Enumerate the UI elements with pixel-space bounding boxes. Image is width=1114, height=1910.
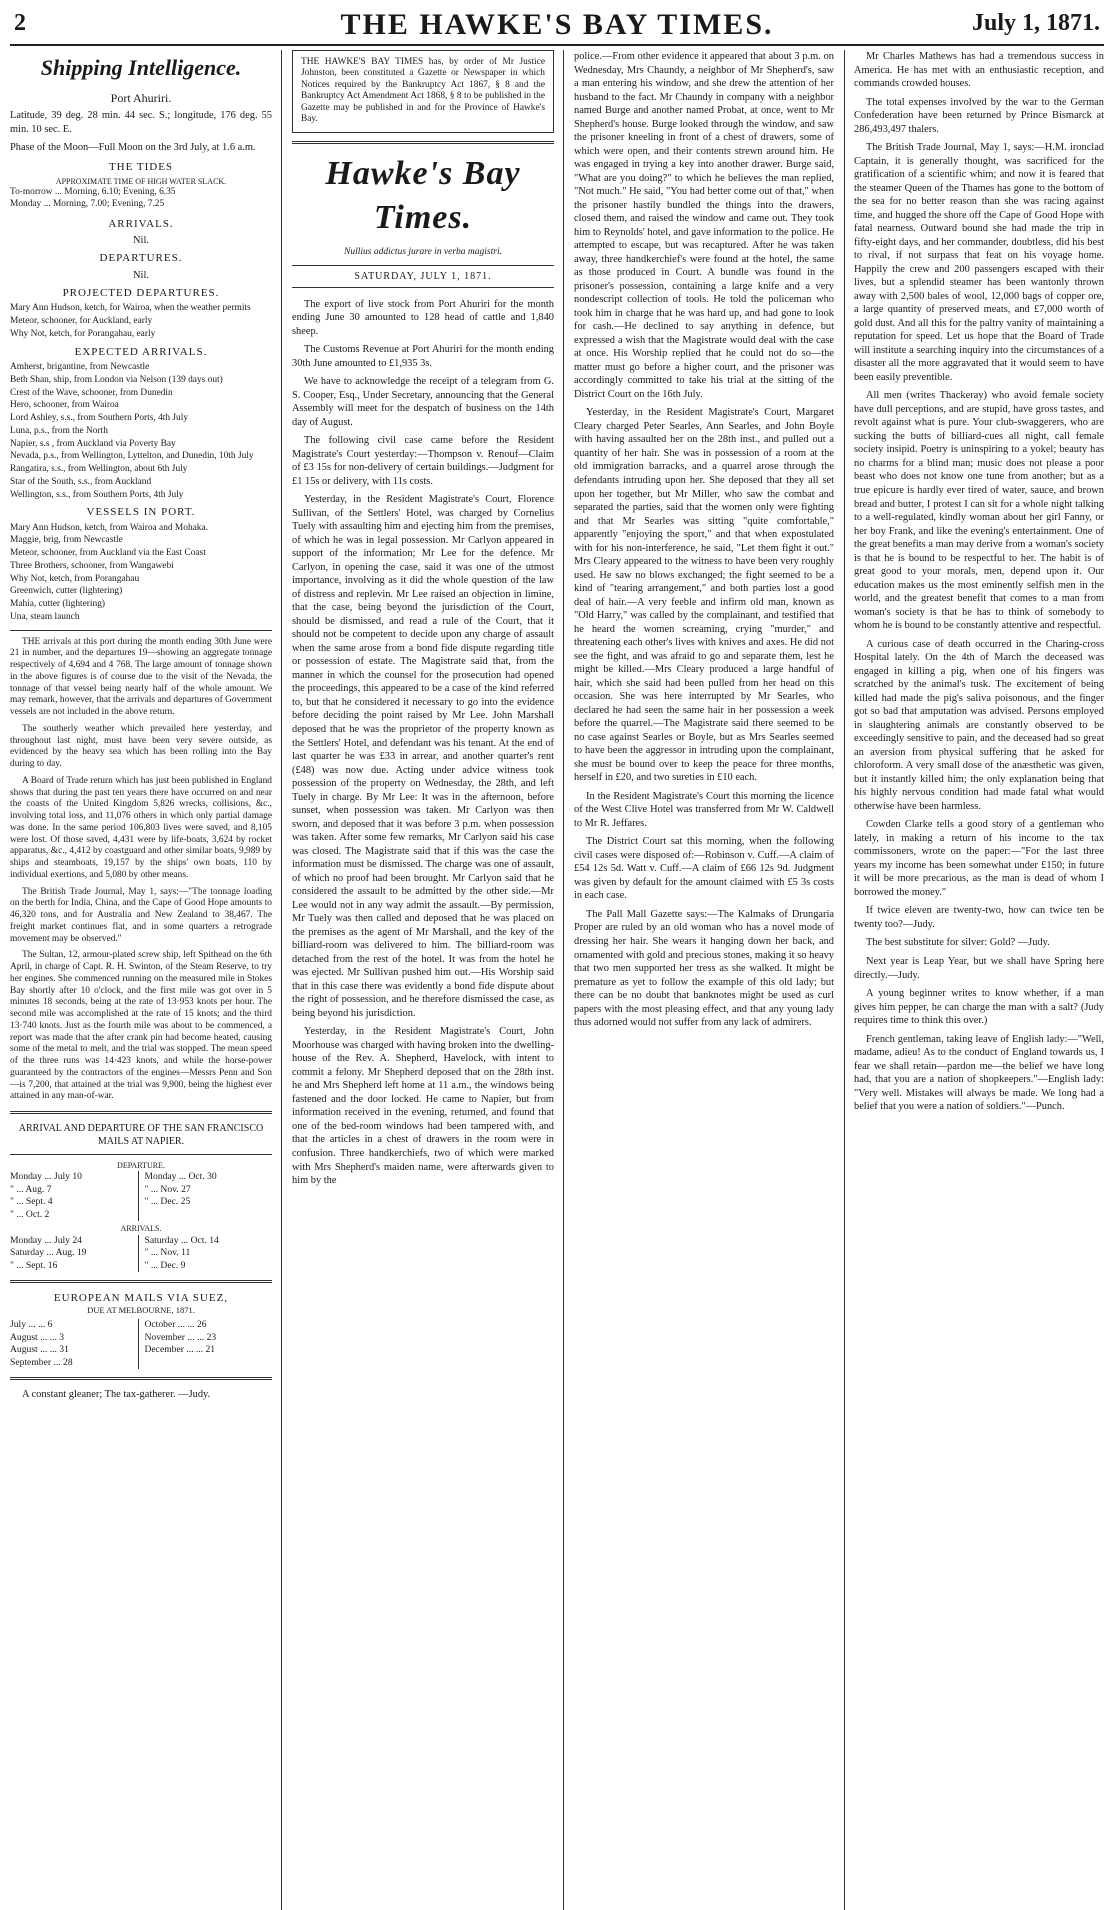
list-item: Luna, p.s., from the North	[10, 425, 108, 436]
column-rule	[563, 50, 564, 1910]
in-port-heading: VESSELS IN PORT.	[86, 506, 196, 519]
port-name: Port Ahuriri.	[110, 90, 172, 105]
masthead	[10, 8, 1104, 46]
suez-subheading: DUE AT MELBOURNE, 1871.	[87, 1305, 195, 1316]
column-4	[854, 50, 1104, 1910]
gazette-notice	[292, 50, 554, 133]
page-number: 2	[14, 10, 26, 36]
table-cell: " ... Sept. 4	[10, 1196, 139, 1208]
paragraph: The Customs Revenue at Port Ahuriri for the month ending 30th June amounted to £1,935 3s.	[292, 344, 554, 369]
paragraph: The total expenses involved by the war to the German Confederation have been returned by Prince Bismarck at 286,493,497 thalers.	[854, 96, 1104, 135]
table-cell: September ... 28	[10, 1357, 139, 1369]
projected-list	[10, 303, 272, 340]
paragraph: All men (writes Thackeray) who avoid female society have dull perceptions, and are stupid, have gross tastes, and revolt against what is pure. Your club-swaggerers, who are sucking the butts of billiard-cues all night, call female society insipid. Poetry is uninspiring to a yokel; beauty has no charms for a blind man; music does not please a poor beast who does not know one tune from another; but as a true epicure is hardly ever tired of water, sauce, and brown bread and butter, I protest I can sit for a whole night talking to a well-regulated, kindly woman about her girl Fanny, or her boy Frank, and like the evening's entertainment. One of the great benefits a man may derive from a woman's society is that he is bound to be respectful to her. The habit is of great good to your morals, men, depend upon it. Our education makes us the most eminently selfish men in the world, and the greatest benefit that comes to a man from woman's society is that he has to think of somebody to whom he is bound to be constantly attentive and respectful.	[854, 390, 1104, 632]
notice-text: THE HAWKE'S BAY TIMES has, by order of Mr Justice Johnston, been constituted a Gazette or Newspaper in which Notices required by the Bankruptcy Act 1867, § 8 and the Bankruptcy Act Amendment Act 1868, § 8 to be published in the Gazette may be published in and for the Province of Hawke's Bay.	[301, 57, 545, 125]
paper-title: THE HAWKE'S BAY TIMES.	[340, 8, 774, 41]
paragraph: Yesterday, in the Resident Magistrate's Court, John Moorhouse was charged with having broken into the dwelling-house of the Rev. A. Shepherd, Havelock, with intent to commit a felony. Mr Shepherd deposed that on the 28th inst. he and Mrs Shepherd left home at 11 a.m., the windows being fastened and the door locked. He came to Napier, but from information received in the evening, returned, and found that one of the bed-room windows had been tampered with, and that the articles in a chest of drawers in the room were in confusion. Three handkerchiefs, two of which were marked with Mrs Shepherd's maiden name, were afterwards given to him by the	[292, 1026, 554, 1187]
in-port-list	[10, 523, 272, 624]
paragraph: The British Trade Journal, May 1, says:—H.M. ironclad Captain, it is generally thought, was sacrificed for the gratification of a scientific whim; and now it is feared that the steamer Queen of the Thames has gone to the bottom of the sea for no better reason than she was racing against time, and hugged the shore off the Cape of Good Hope with fatal nearness. Outward bound she had made the trip in fifty-eight days, and her commander, doubtless, did his best to rival, if not surpass that feat on his voyage home. Happily the crew and 200 passengers escaped with their lives, but a splendid steamer has been wantonly thrown away with 2,500 bales of wool, 12,000 bags of copper ore, a large quantity of preserved meats, and £7,000 worth of gold dust. And all this for the paltry vanity of maintaining a reputation for speed. Let us hope that the Board of Trade will institute a searching inquiry into the circumstances of a disaster all the more aggravated that it would seem to have been easily preventible.	[854, 142, 1104, 383]
mails-departure-table	[10, 1171, 272, 1221]
list-item: Why Not, ketch, from Porangahau	[10, 573, 140, 584]
table-cell: " ... Dec. 9	[144, 1259, 186, 1271]
table-cell: " ... Nov. 11	[144, 1247, 191, 1259]
list-item: Meteor, schooner, from Auckland via the East Coast	[10, 548, 206, 559]
paragraph: A Board of Trade return which has just been published in England shows that during the past ten years there have occurred on and near the coasts of the United Kingdom 5,826 wrecks, collisions, &c., involving total loss, and 11,076 others in which only partial damage was done. In the same period 106,803 lives were saved, and 8,105 were lost. Of those saved, 4,431 were by life-boats, 3,624 by rocket apparatus, &c., 4,412 by coastguard and other similar boats, 9,989 by ships and steamboats, 19,157 by the ships' own boats, 110 by individual exertions, and 5,080 by other means.	[10, 775, 272, 880]
list-item: Lord Ashley, s.s., from Southern Ports, 4th July	[10, 413, 189, 423]
table-cell: October ... ... 26	[144, 1319, 207, 1331]
list-item: Crest of the Wave, schooner, from Dunedin	[10, 387, 173, 398]
shipping-paragraphs	[10, 637, 272, 1104]
table-cell	[139, 1209, 273, 1221]
mails-heading: ARRIVAL AND DEPARTURE OF THE SAN FRANCISCO MAILS AT NAPIER.	[18, 1123, 264, 1148]
table-cell: " ... Dec. 25	[144, 1196, 191, 1208]
list-item: Una, steam launch	[10, 611, 80, 622]
column-1	[10, 50, 272, 1910]
editorial-title: Hawke's Bay Times.	[325, 154, 521, 236]
list-item: Greenwich, cutter (lightering)	[10, 586, 123, 597]
paragraph: In the Resident Magistrate's Court this morning the licence of the West Clive Hotel was transferred from Mr W. Caldwell to Mr R. Jeffares.	[574, 790, 834, 829]
tides-heading: THE TIDES	[108, 160, 174, 173]
list-item: Mary Ann Hudson, ketch, from Wairoa and Mohaka.	[10, 522, 208, 533]
table-cell: August ... ... 31	[10, 1344, 139, 1356]
divider	[10, 1377, 272, 1380]
column-3	[574, 50, 834, 1910]
mails-arrivals-label: ARRIVALS.	[120, 1224, 162, 1234]
column-rule	[844, 50, 845, 1910]
list-item: Maggie, brig, from Newcastle	[10, 535, 123, 546]
divider	[10, 1111, 272, 1114]
paragraph: The Pall Mall Gazette says:—The Kalmaks of Drungaria Proper are ruled by an old woman who has a novel mode of dressing her hair. She wears it hanging down her back, and ornamented with gold and precious stones, making it so heavy that two men supported her tress as she walked. It might be premature as yet to follow the example of this old lady; but there can be no doubt that banknotes might be used as curl papers with the most pleasing effect, and that any young lady thus adorned would not suffer from any lack of admirers.	[574, 908, 834, 1029]
list-item: Three Brothers, schooner, from Wangawebi	[10, 560, 174, 571]
list-item: Star of the South, s.s., from Auckland	[10, 476, 152, 487]
paragraph: Cowden Clarke tells a good story of a gentleman who lately, in making a return of his income to the tax commissoners, wrote on the paper:—"For the last three years my income has been somewhat under £150; in future it will be more precarious, as the man is dead of whom I borrowed the money."	[854, 819, 1104, 898]
divider	[10, 630, 272, 631]
tides-monday: Monday ... Morning, 7.00; Evening, 7.25	[10, 198, 165, 209]
table-cell: November ... ... 23	[144, 1331, 217, 1343]
arrivals-heading: ARRIVALS.	[108, 217, 174, 230]
table-cell: " ... Aug. 7	[10, 1184, 139, 1196]
paragraph: The export of live stock from Port Ahuriri for the month ending June 30 amounted to 128 head of cattle and 1,840 sheep.	[292, 298, 554, 337]
arrivals-value: Nil.	[133, 234, 149, 246]
list-item: Mary Ann Hudson, ketch, for Wairoa, when the weather permits	[10, 303, 251, 314]
departures-value: Nil.	[133, 269, 149, 281]
issue-date: July 1, 1871.	[971, 10, 1100, 36]
table-cell: Monday ... Oct. 30	[144, 1171, 217, 1183]
table-cell: " ... Sept. 16	[10, 1260, 139, 1272]
paragraph: police.—From other evidence it appeared that about 3 p.m. on Wednesday, Mrs Chaundy, a neighbor of Mr Shepherd's, saw a man entering his window, and she drew the attention of her husband to the fact. Mr Chaundy in company with a neighbor named Burge and another named Probat, at once, went to Mr Shepherd's house. Burge looked through the window, and saw the prisoner kneeling in front of a chest of drawers, some of which were open, and their contents strewn around him. He was engaged in trying a key into another drawer. Burge said, "What are you doing?" to which he believes the man replied, "Not much." He said, "You had better come out of that," when the prisoner hastily bundled the things into the drawers, closed them, and raised the window and came out. They took him to Reynolds' hotel, and gave information to the police. He attempted to escape, but was recaptured. After he was taken away, three handkerchief's were found at the hotel, the same as those produced in Court. A bundle was found in the prisoner's possession, containing a large knife and a very nondescript collection of tools. He told the policeman who took him in charge that he was hard up, and had gone to look for cash.—He declined to say anything in defence, but expressed a wish that the Magistrate would deal with the case at once. His Worship replied that he could not do so—the matter must go before a higher court, and the prisoner was accordingly committed to take his trial at the sitting of the District Court on the 16th July.	[574, 51, 834, 400]
tides-tomorrow: To-morrow ... Morning, 6.10; Evening, 6.35	[10, 187, 176, 198]
paragraph: A young beginner writes to know whether, if a man gives him pepper, he can charge the man with a salt? (Judy requires time to think this over.)	[854, 988, 1104, 1027]
list-item: Mahia, cutter (lightering)	[10, 599, 106, 610]
paragraph: If twice eleven are twenty-two, how can twice ten be twenty too?—Judy.	[854, 905, 1104, 930]
list-item: Meteor, schooner, for Auckland, early	[10, 316, 153, 327]
paragraph: French gentleman, taking leave of English lady:—"Well, madame, adieu! As to the conduct of England towards us, I fear we shall retain—pardon me—the belief we have long had, that you are a nation of shopkeepers."—English lady: "Very well. Mistakes will always be made. We long had a belief that you were a nation of soldiers."—Punch.	[854, 1033, 1104, 1113]
paragraph: The District Court sat this morning, when the following civil cases were disposed of:—Robinson v. Cuff.—A claim of £54 12s 5d. Watt v. Cuff.—A claim of £66 12s 9d. Judgment was given by default for the amount claimed with £5 3s costs in each case.	[574, 836, 834, 902]
list-item: Amherst, brigantine, from Newcastle	[10, 362, 150, 372]
paragraph: Yesterday, in the Resident Magistrate's Court, Florence Sullivan, of the Settlers' Hotel, was charged by Cornelius Tuely with assaulting him and ejecting him from the premises, of which he was in legal possession. Mr Carlyon appeared in support of the information; Mr Lee for the defence. Mr Carlyon, in opening the case, said it was one of the utmost importance, involving as it did the whole question of the law of distress and replevin. Mr Lee raised an objection in limine, that the case, being beyond the jurisdiction of the Court, should be dismissed, and read a rule of the Court, that it should not be competent to decide upon any charge of assault when the same arose from a bond fide dispute regarding title or possession of estate. The Magistrate said that, from the manner in which the counsel for the prosecution had opened the proceedings, this appeared to be a case of the kind referred to, but that he considered it necessary to go into the evidence before deciding the point raised by Mr Lee. John Marshall deposed that he was the proprietor of the property known as the Settlers' Hotel, and defendant was his tenant. At the end of last quarter he was £33 in arrear, and another quarter's rent (£48) was now due. Acting under advice witness took possession of the property on Wednesday, the 28th, and left Tuely in charge. By Mr Lee: It was in the afternoon, before sunset, when possession was taken. Mr Carlyon was then sworn, and deposed that it was before 3 p.m. when possession was taken. After some few remarks, Mr Carlyon said his case was closed. The Magistrate said that if this was the case the information must be dismissed. The charge was one of assault, of which no proof had been brought. Mr Carlyon said that he considered the assault to be admitted by the other side.—Mr Lee would not in any way admit the assault.—By permission, Mr Tuely was then called and deposed that he was placed on the premises as the agent of Mr Marshall, and the key of the billiard-room was delivered to him. The billiard-room was detached from the rest of the hotel. It was from the hotel he was ejected. Mr Sullivan pushed him out.—His Worship said that in this case there was evidently a bond fide dispute about the right of possession, and he therefore dismissed the case, as being beyond his jurisdiction.	[292, 494, 554, 1019]
divider	[292, 141, 554, 144]
paragraph: The following civil case came before the Resident Magistrate's Court yesterday:—Thompson v. Renouf—Claim of £3 15s for non-delivery of certain buildings.—Judgment for £1 15s or delivery, with 11s costs.	[292, 435, 554, 487]
list-item: Nevada, p.s., from Wellington, Lyttelton, and Dunedin, 10th July	[10, 451, 254, 462]
table-cell: Monday ... July 24	[10, 1235, 139, 1247]
table-cell: July ... ... 6	[10, 1319, 139, 1331]
list-item: Why Not, ketch, for Porangahau, early	[10, 328, 156, 339]
list-item: Beth Shan, ship, from London via Nelson (139 days out)	[10, 374, 223, 385]
paragraph: THE arrivals at this port during the month ending 30th June were 21 in number, and the departures 19—showing an aggregate tonnage respectively of 4,694 and 4 768. The large amount of tonnage shown in the above figures is of course due to the visit of the Nevada, the tonnage of that vessel being nearly half of the whole amount. We may remark, however, that the arrivals and departures of Government vessels are not included in the above return.	[10, 636, 272, 718]
paragraph: The best substitute for silver: Gold? —Judy.	[866, 937, 1050, 949]
column-2	[292, 50, 554, 1910]
paragraph: A constant gleaner; The tax-gatherer. —Judy.	[22, 1389, 211, 1401]
mails-arrivals-table	[10, 1235, 272, 1272]
suez-table	[10, 1319, 272, 1369]
table-cell: August ... ... 3	[10, 1332, 139, 1344]
motto: Nullius addictus jurare in verba magistri.	[344, 247, 502, 258]
latitude: Latitude, 39 deg. 28 min. 44 sec. S.; longitude, 176 deg. 55 min. 10 sec. E.	[10, 110, 272, 135]
moon-phase: Phase of the Moon—Full Moon on the 3rd July, at 1.6 a.m.	[10, 142, 256, 154]
expected-list	[10, 362, 272, 501]
suez-heading: EUROPEAN MAILS VIA SUEZ,	[53, 1292, 229, 1305]
table-cell: " ... Oct. 2	[10, 1209, 139, 1221]
paragraph: Yesterday, in the Resident Magistrate's Court, Margaret Cleary charged Peter Searles, Ann Searles, and John Boyle with having assaulted her on the 28th inst., and pulled out a quantity of her hair. She was in possession of a room at the old immigration barracks, and a quarrel arose through the defendants intruding upon her. She deposed that they all set upon her together, but Mr Miller, who saw the combat and separated the parties, said that the women only were fighting and that Mr Searles was sitting "quite comfortable," apparently "enjoying the sport," and that when expostulated with for his non-interference, he said, "Let them fight it out." Mrs Cleary appeared to the witness to have been very roughly used. He saw no blows exchanged; the fight seemed to be a kind of "tearing arrangement," and both parties lost a good deal of hair.—A very feeble and infirm old man, known as "Old Harry," was called by the complainant, and testified that he heard the women screaming, crying "murder," and threatening each other's lives with knives and axes. He did not see the fight, and was afraid to go and separate them, lest he might be killed.—Mrs Cleary produced a large handful of hair, which she said had been pulled from her head on this occasion. She was here interrupted by Mr Searles, who declared he had seen the same hair in her possession a week before the quarrel.—The Magistrate said there seemed to be no case against Searles or Boyle, but as Mrs Searles seemed to have been the aggressor in intruding upon the complainant, she must be bound over to keep the peace for three months, herself in £20, and two sureties in £10 each.	[574, 407, 834, 784]
tides-note: APPROXIMATE TIME OF HIGH WATER SLACK.	[55, 177, 227, 187]
list-item: Hero, schooner, from Wairoa	[10, 400, 119, 411]
list-item: Rangatira, s.s., from Wellington, about 6th July	[10, 464, 188, 474]
columns	[10, 50, 1104, 1910]
list-item: Wellington, s.s., from Southern Ports, 4th July	[10, 489, 184, 500]
divider	[10, 1280, 272, 1283]
table-cell: " ... Nov. 27	[144, 1183, 191, 1195]
projected-heading: PROJECTED DEPARTURES.	[62, 287, 220, 300]
departures-heading: DEPARTURES.	[99, 252, 183, 265]
table-cell	[139, 1357, 273, 1369]
table-cell: Saturday ... Oct. 14	[144, 1234, 219, 1246]
paragraph: The southerly weather which prevailed here yesterday, and throughout last night, must have been very severe outside, as evidenced by the heavy sea which has been rolling into the Bay during to day.	[10, 723, 272, 770]
table-cell: Monday ... July 10	[10, 1171, 139, 1183]
dateline: SATURDAY, JULY 1, 1871.	[292, 265, 554, 288]
expected-heading: EXPECTED ARRIVALS.	[74, 345, 208, 358]
paragraph: We have to acknowledge the receipt of a telegram from G. S. Cooper, Esq., Under Secretary, announcing that the General Assembly will meet for the despatch of business on the 14th day of August.	[292, 376, 554, 428]
paragraph: Mr Charles Mathews has had a tremendous success in America. He has met with an enthusiastic reception, and commands crowded houses.	[854, 51, 1104, 90]
table-cell: Saturday ... Aug. 19	[10, 1247, 139, 1259]
mails-departure-label: DEPARTURE.	[117, 1161, 165, 1171]
table-cell: December ... ... 21	[144, 1344, 216, 1356]
shipping-heading: Shipping Intelligence.	[40, 55, 242, 80]
paragraph: A curious case of death occurred in the Charing-cross Hospital lately. On the 4th of March the deceased was engaged in killing a pig, when one of his fingers was scratched by the animal's tusk. The excitement of being killed had made the pig's saliva poisonous, and the finger got so bad that amputation was advised. Persons employed in slaughtering animals are constantly observed to be exceedingly sensitive to pain, and the deceased had so great an aversion from physical suffering that he asked for chloroform. A very small dose of the anæsthetic was given, but it instantly killed him; the only explanation being that his highly nervous condition had made fatal what would otherwise have been harmless.	[854, 638, 1104, 812]
paragraph: The British Trade Journal, May 1, says:—"The tonnage loading on the berth for India, China, and the Cape of Good Hope amounts to 46,320 tons, and for Australia and New Zealand to 38,467. The freight market continues flat, and in some quarters a retrograde movement may be observed."	[10, 886, 272, 944]
paragraph: The Sultan, 12, armour-plated screw ship, left Spithead on the 6th April, in charge of Capt. R. H. Swinton, of the Steam Reserve, to try her engines. She commenced running on the measured mile in Stokes Bay shortly after 10 o'clock, and the first mile was got over in 5 minutes 18 seconds, being at the rate of 13·953 knots per hour. The second mile was accomplished at the rate of 15 knots; and the third 13·740 knots. Just as the fourth mile was about to be commenced, a report was made that the after crank pin had become heated, causing some of the metal to melt, and the trial was stopped. The mean speed of the three runs was 14·423 knots, and while the horse-power guaranteed by the contractors of the engines—Messrs Penn and Son—is 7,200, that attained at the trial was 9,900, being the highest ever attained in any man-of-war.	[10, 950, 272, 1102]
column-rule	[281, 50, 282, 1910]
list-item: Napier, s.s , from Auckland via Poverty Bay	[10, 438, 176, 449]
paragraph: Next year is Leap Year, but we shall have Spring here directly.—Judy.	[854, 956, 1104, 981]
divider	[10, 1154, 272, 1155]
